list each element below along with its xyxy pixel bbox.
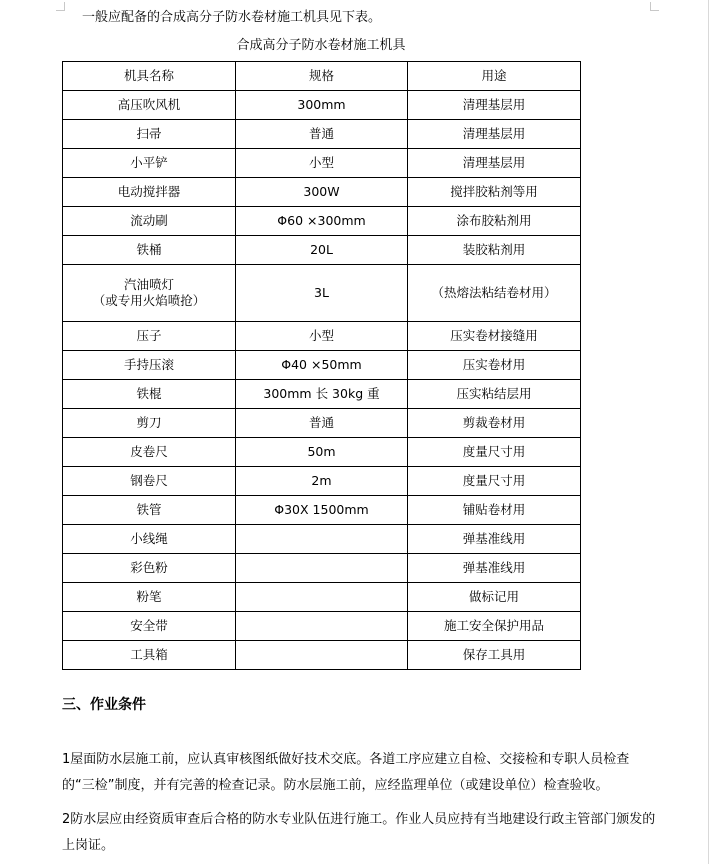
tool-name-line-1: 汽油喷灯: [123, 277, 174, 292]
tool-name-cell: 小平铲: [63, 149, 236, 178]
tool-spec-cell: 小型: [236, 322, 408, 351]
tool-use-cell: 做标记用: [408, 583, 581, 612]
tool-use-cell: 铺贴卷材用: [408, 496, 581, 525]
tool-name-cell: 铁管: [63, 496, 236, 525]
tool-use-cell: 涂布胶粘剂用: [408, 207, 581, 236]
tool-name-cell: 铁桶: [63, 236, 236, 265]
table-row: [63, 91, 581, 120]
tool-use-cell: 搅拌胶粘剂等用: [408, 178, 581, 207]
tool-use-cell: 清理基层用: [408, 149, 581, 178]
tool-name-cell: [63, 265, 236, 322]
tool-spec-cell: 20L: [236, 236, 408, 265]
tool-use-cell: 施工安全保护用品: [408, 612, 581, 641]
tool-use-cell: 弹基准线用: [408, 525, 581, 554]
table-row: [63, 583, 581, 612]
table-row: [63, 612, 581, 641]
table-row: [63, 467, 581, 496]
table-header-row: [63, 62, 581, 91]
table-title: 合成高分子防水卷材施工机具: [236, 38, 406, 53]
page-corner-mark-left: [56, 2, 65, 11]
tool-spec-cell: [236, 612, 408, 641]
tool-spec-cell: [236, 525, 408, 554]
table-row: [63, 322, 581, 351]
tool-spec-cell: 300mm 长 30kg 重: [236, 380, 408, 409]
header-cell-use: 用途: [408, 62, 581, 91]
table-row: [63, 438, 581, 467]
page-corner-mark-right: [650, 2, 659, 11]
tool-name-cell: 电动搅拌器: [63, 178, 236, 207]
tool-spec-cell: Φ30X 1500mm: [236, 496, 408, 525]
table-row: [63, 207, 581, 236]
tool-use-cell: 弹基准线用: [408, 554, 581, 583]
tool-spec-cell: 300mm: [236, 91, 408, 120]
tool-name-cell: 钢卷尺: [63, 467, 236, 496]
table-row: [63, 380, 581, 409]
table-row: [63, 149, 581, 178]
tool-name-cell: 工具箱: [63, 641, 236, 670]
tool-use-cell: 保存工具用: [408, 641, 581, 670]
paragraph-2: 2防水层应由经资质审查后合格的防水专业队伍进行施工。作业人员应持有当地建设行政主管部门颁发的上岗证。: [62, 812, 656, 853]
tool-spec-cell: 普通: [236, 120, 408, 149]
table-row: [63, 265, 581, 322]
table-row: [63, 351, 581, 380]
table-row: [63, 496, 581, 525]
tool-use-cell: 装胶粘剂用: [408, 236, 581, 265]
header-cell-spec: 规格: [236, 62, 408, 91]
tool-name-cell: 压子: [63, 322, 236, 351]
table-row: [63, 236, 581, 265]
tool-spec-cell: 3L: [236, 265, 408, 322]
tool-spec-cell: 普通: [236, 409, 408, 438]
tool-use-cell: 度量尺寸用: [408, 438, 581, 467]
tool-use-cell: 清理基层用: [408, 91, 581, 120]
tool-spec-cell: 300W: [236, 178, 408, 207]
tool-name-cell: 皮卷尺: [63, 438, 236, 467]
table-row: [63, 525, 581, 554]
table-row: [63, 641, 581, 670]
tool-use-cell: 清理基层用: [408, 120, 581, 149]
tool-use-cell: 度量尺寸用: [408, 467, 581, 496]
tool-spec-cell: 小型: [236, 149, 408, 178]
table-row: [63, 120, 581, 149]
tool-name-cell: 剪刀: [63, 409, 236, 438]
tool-name-cell: 铁棍: [63, 380, 236, 409]
tool-name-line-2: （或专用火焰喷抢）: [92, 293, 206, 308]
paragraph-1: 1屋面防水层施工前，应认真审核图纸做好技术交底。各道工序应建立自检、交接检和专职人员检查的“三检”制度，并有完善的检查记录。防水层施工前，应经监理单位（或建设单位）检查验收。: [62, 752, 630, 793]
tool-name-cell: 高压吹风机: [63, 91, 236, 120]
tool-spec-cell: Φ40 ×50mm: [236, 351, 408, 380]
tool-name-cell: 粉笔: [63, 583, 236, 612]
tools-table: [62, 61, 581, 670]
tool-spec-cell: 2m: [236, 467, 408, 496]
header-cell-name: 机具名称: [63, 62, 236, 91]
tool-use-cell: 压实粘结层用: [408, 380, 581, 409]
tool-use-cell: 剪裁卷材用: [408, 409, 581, 438]
tool-spec-cell: [236, 554, 408, 583]
tool-spec-cell: [236, 641, 408, 670]
tool-name-cell: 流动刷: [63, 207, 236, 236]
intro-text: 一般应配备的合成高分子防水卷材施工机具见下表。: [82, 10, 382, 25]
tool-name-cell: 彩色粉: [63, 554, 236, 583]
tool-use-cell: 压实卷材用: [408, 351, 581, 380]
table-row: [63, 409, 581, 438]
tool-name-cell: 扫帚: [63, 120, 236, 149]
table-row: [63, 178, 581, 207]
tool-name-cell: 小线绳: [63, 525, 236, 554]
page-edge-line: [708, 0, 709, 864]
tool-use-cell: （热熔法粘结卷材用）: [408, 265, 581, 322]
tool-spec-cell: 50m: [236, 438, 408, 467]
tool-spec-cell: Φ60 ×300mm: [236, 207, 408, 236]
tool-name-cell: 手持压滚: [63, 351, 236, 380]
section-heading: 三、作业条件: [62, 697, 146, 713]
tool-use-cell: 压实卷材接缝用: [408, 322, 581, 351]
tool-name-cell: 安全带: [63, 612, 236, 641]
tool-spec-cell: [236, 583, 408, 612]
table-row: [63, 554, 581, 583]
